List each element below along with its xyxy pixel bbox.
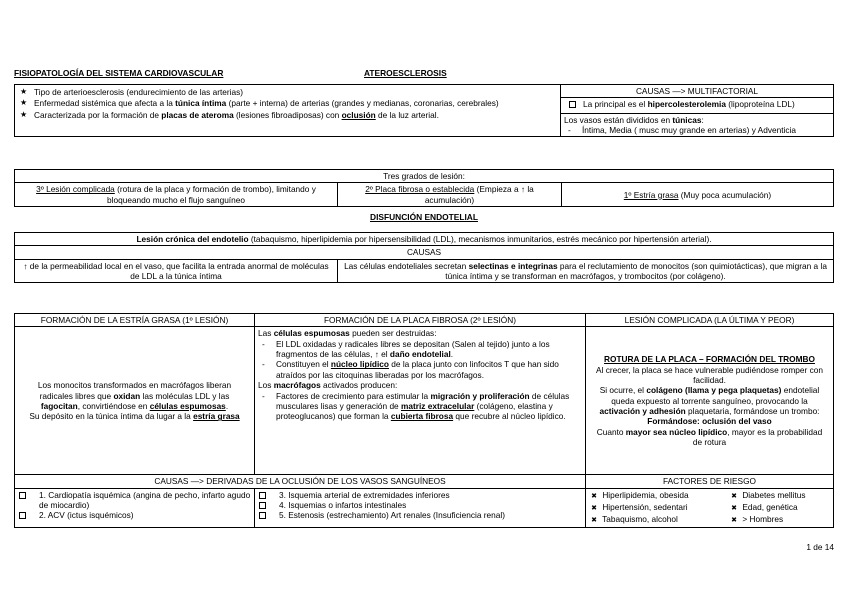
fibrous-li3: - Factores de crecimiento para estimular la migración y proliferación de células musculares lisas y generación de matriz extracelular (colágeno, elastina y proteoglucanos) que forman la cubierta fibrosa que recubre al núcleo lipídico. — [258, 391, 582, 422]
fatty-streak-deposit: Su depósito en la túnica íntima da lugar a la estría grasa — [29, 411, 240, 422]
formation-table — [14, 313, 834, 528]
col1-title: FORMACIÓN DE LA ESTRÍA GRASA (1º LESIÓN) — [15, 314, 255, 327]
checkbox-icon — [259, 492, 266, 499]
fibrous-p2: Los macrófagos activados producen: — [258, 380, 398, 391]
intro-table — [14, 84, 834, 137]
vessels-item: - Íntima, Media ( musc muy grande en arterias) y Adventicia — [564, 125, 830, 135]
consequences-title: CAUSAS —> DERIVADAS DE LA OCLUSIÓN DE LOS VASOS SANGUÍNEOS — [15, 475, 586, 488]
consequence-item: 4. Isquemias o infartos intestinales — [257, 500, 583, 510]
risk-item: ✖ Edad, genética — [728, 502, 806, 514]
risk-item: ✖ Tabaquismo, alcohol — [588, 514, 728, 526]
endothelial-lesion: Lesión crónica del endotelio (tabaquismo, hiperlipidemia por hipersensibilidad (LDL), mecanismos inmunitarios, estrés mecánico por hipertensión arterial). — [15, 233, 834, 246]
fibrous-p1: Las células espumosas pueden ser destruidas: — [258, 328, 437, 339]
grade-2: 2º Placa fibrosa o establecida (Empieza a ↑ la acumulación) — [338, 183, 562, 207]
fibrous-li2: - Constituyen el núcleo lipídico de la placa junto con linfocitos T que han sido atraídos por las citoquinas liberadas por los macrófagos. — [258, 359, 582, 380]
complicated-t3: Cuanto mayor sea núcleo lipídico, mayor es la probabilidad de rotura — [596, 426, 823, 448]
consequences-right — [255, 488, 586, 527]
complicated-t2: Si ocurre, el colágeno (llama y pega plaquetas) endotelial queda expuesto al torrente sanguíneo, provocando la activación y adhesión plaquetaria, formándose un trombo: Formándose: oclusión del vaso — [599, 385, 820, 427]
cross-icon: ✖ — [591, 492, 597, 500]
risk-factors-cell — [586, 488, 834, 527]
checkbox-icon — [569, 101, 576, 108]
col2-title: FORMACIÓN DE LA PLACA FIBROSA (2º LESIÓN) — [255, 314, 586, 327]
endothelial-left: ↑ de la permeabilidad local en el vaso, que facilita la entrada anormal de moléculas de LDL a la túnica íntima — [15, 259, 338, 283]
risk-item: ✖ Hiperlipidemia, obesida — [588, 490, 728, 502]
endothelial-table — [14, 232, 834, 283]
col3-title: LESIÓN COMPLICADA (LA ÚLTIMA Y PEOR) — [586, 314, 834, 327]
grade-3: 3º Lesión complicada (rotura de la placa y formación de trombo), limitando y bloqueando mucho el flujo sanguíneo — [15, 183, 338, 207]
consequences-left — [15, 488, 255, 527]
complicated-lesion-cell — [586, 327, 834, 475]
intro-bullet-list — [18, 87, 557, 120]
endothelial-causes-title: CAUSAS — [15, 246, 834, 259]
fibrous-li1: - El LDL oxidadas y radicales libres se depositan (Salen al tejido) junto a los fragmentos de las células, ↑ el daño endotelial. — [258, 339, 582, 360]
fatty-streak-cell — [15, 327, 255, 475]
complicated-title: ROTURA DE LA PLACA – FORMACIÓN DEL TROMBO — [604, 354, 815, 365]
cross-icon: ✖ — [731, 492, 737, 500]
cross-icon: ✖ — [591, 504, 597, 512]
fibrous-plaque-cell — [255, 327, 586, 475]
checkbox-icon — [19, 492, 26, 499]
topic-title: ATEROESCLEROSIS — [364, 68, 447, 78]
intro-bullet: ★ Tipo de arterioesclerosis (endurecimiento de las arterias) — [18, 87, 557, 97]
grade-1: 1º Estría grasa (Muy poca acumulación) — [562, 183, 834, 207]
vessels-cell — [561, 113, 834, 137]
complicated-t1: Al crecer, la placa se hace vulnerable pudiéndose romper con facilidad. — [596, 364, 823, 385]
checkbox-icon — [19, 512, 26, 519]
endothelial-right: Las células endoteliales secretan selectinas e integrinas para el reclutamiento de monocitos (son quimiotácticas), que migran a la túnica íntima y se transforman en macrófagos, y trombocitos (por colágeno). — [338, 259, 834, 283]
intro-bullet: ★ Caracterizada por la formación de placas de ateroma (lesiones fibroadiposas) con oclusión de la luz arterial. — [18, 110, 557, 120]
fatty-streak-text: Los monocitos transformados en macrófagos liberan radicales libres que oxidan las moléculas LDL y las fagocitan, convirtiéndose en células espumosas. — [37, 380, 232, 411]
risk-item: ✖ Diabetes mellitus — [728, 490, 806, 502]
cross-icon: ✖ — [731, 516, 737, 524]
intro-bullet: ★ Enfermedad sistémica que afecta a la túnica íntima (parte + interna) de arterias (grandes y medianas, coronarias, cerebrales) — [18, 98, 557, 108]
grades-title: Tres grados de lesión: — [15, 170, 834, 183]
subject-title: FISIOPATOLOGÍA DEL SISTEMA CARDIOVASCULAR — [14, 68, 224, 78]
risk-item: ✖ > Hombres — [728, 514, 806, 526]
causes-cell — [561, 85, 834, 114]
endothelial-heading: DISFUNCIÓN ENDOTELIAL — [370, 212, 478, 222]
consequence-item: 2. ACV (ictus isquémicos) — [17, 510, 252, 520]
risk-title: FACTORES DE RIESGO — [586, 475, 834, 488]
intro-bullets-cell — [15, 85, 561, 137]
consequence-item: 1. Cardiopatía isquémica (angina de pecho, infarto agudo de miocardio) — [17, 490, 252, 511]
page-number: 1 de 14 — [806, 542, 834, 552]
grades-table — [14, 169, 834, 207]
cross-icon: ✖ — [731, 504, 737, 512]
causes-title: CAUSAS —> MULTIFACTORIAL — [635, 86, 759, 96]
consequence-item: 5. Estenosis (estrechamiento) Art renales (Insuficiencia renal) — [257, 510, 583, 520]
consequence-item: 3. Isquemia arterial de extremidades inferiores — [257, 490, 583, 500]
risk-item: ✖ Hipertensión, sedentari — [588, 502, 728, 514]
vessels-text: Los vasos están divididos en túnicas: — [564, 114, 704, 125]
causes-item: La principal es el hipercolesterolemia (lipoproteína LDL) — [561, 97, 833, 111]
checkbox-icon — [259, 512, 266, 519]
cross-icon: ✖ — [591, 516, 597, 524]
checkbox-icon — [259, 502, 266, 509]
